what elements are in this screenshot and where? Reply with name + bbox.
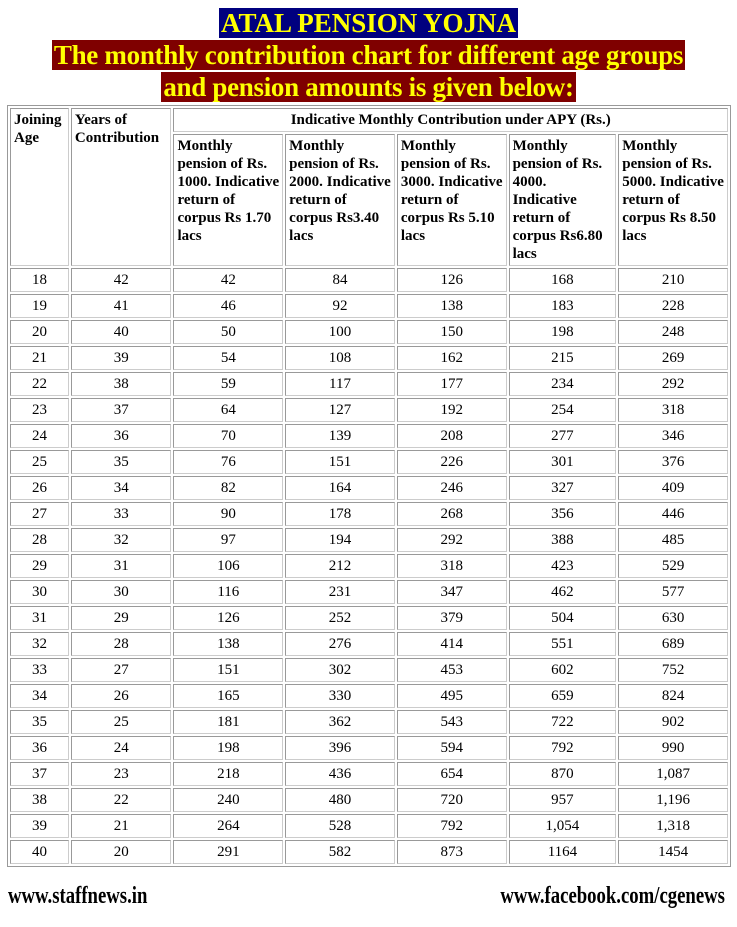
cell-pension-4000: 215 — [509, 346, 617, 370]
cell-pension-3000: 208 — [397, 424, 507, 448]
cell-pension-3000: 177 — [397, 372, 507, 396]
header-row-1 — [10, 108, 728, 132]
table-row — [10, 528, 728, 552]
cell-joining-age: 24 — [10, 424, 69, 448]
table-row — [10, 502, 728, 526]
cell-years: 39 — [71, 346, 172, 370]
cell-pension-3000: 873 — [397, 840, 507, 864]
cell-pension-3000: 192 — [397, 398, 507, 422]
cell-pension-4000: 870 — [509, 762, 617, 786]
cell-pension-1000: 138 — [173, 632, 283, 656]
cell-pension-1000: 291 — [173, 840, 283, 864]
cell-pension-3000: 453 — [397, 658, 507, 682]
header-pension-2000: Monthly pension of Rs. 2000. Indicative return of corpus Rs3.40 lacs — [285, 134, 395, 266]
cell-joining-age: 26 — [10, 476, 69, 500]
cell-joining-age: 23 — [10, 398, 69, 422]
cell-joining-age: 33 — [10, 658, 69, 682]
cell-pension-2000: 528 — [285, 814, 395, 838]
cell-years: 22 — [71, 788, 172, 812]
cell-pension-1000: 116 — [173, 580, 283, 604]
cell-pension-2000: 178 — [285, 502, 395, 526]
cell-pension-4000: 327 — [509, 476, 617, 500]
cell-pension-3000: 414 — [397, 632, 507, 656]
cell-pension-2000: 231 — [285, 580, 395, 604]
cell-joining-age: 37 — [10, 762, 69, 786]
cell-years: 27 — [71, 658, 172, 682]
subtitle-line-2-text: and pension amounts is given below: — [163, 72, 574, 102]
cell-joining-age: 38 — [10, 788, 69, 812]
cell-pension-3000: 318 — [397, 554, 507, 578]
cell-pension-4000: 234 — [509, 372, 617, 396]
cell-pension-2000: 100 — [285, 320, 395, 344]
cell-pension-5000: 1454 — [618, 840, 728, 864]
cell-years: 26 — [71, 684, 172, 708]
cell-pension-4000: 183 — [509, 294, 617, 318]
table-row — [10, 372, 728, 396]
cell-pension-5000: 1,318 — [618, 814, 728, 838]
cell-joining-age: 40 — [10, 840, 69, 864]
cell-years: 32 — [71, 528, 172, 552]
header-pension-3000: Monthly pension of Rs. 3000. Indicative return of corpus Rs 5.10 lacs — [397, 134, 507, 266]
cell-pension-2000: 92 — [285, 294, 395, 318]
header-indicative-contribution: Indicative Monthly Contribution under APY (Rs.) — [173, 108, 728, 132]
cell-pension-1000: 90 — [173, 502, 283, 526]
header-years-of-contribution: Years of Contribution — [71, 108, 172, 266]
subtitle-line-2 — [0, 72, 737, 102]
cell-pension-3000: 226 — [397, 450, 507, 474]
cell-pension-4000: 504 — [509, 606, 617, 630]
cell-years: 21 — [71, 814, 172, 838]
table-row — [10, 346, 728, 370]
cell-pension-4000: 356 — [509, 502, 617, 526]
cell-pension-1000: 54 — [173, 346, 283, 370]
table-row — [10, 476, 728, 500]
cell-pension-5000: 689 — [618, 632, 728, 656]
cell-pension-4000: 551 — [509, 632, 617, 656]
table-row — [10, 294, 728, 318]
cell-joining-age: 29 — [10, 554, 69, 578]
cell-pension-1000: 70 — [173, 424, 283, 448]
cell-years: 24 — [71, 736, 172, 760]
cell-years: 35 — [71, 450, 172, 474]
cell-pension-1000: 46 — [173, 294, 283, 318]
cell-pension-2000: 151 — [285, 450, 395, 474]
cell-pension-5000: 210 — [618, 268, 728, 292]
table-row — [10, 606, 728, 630]
cell-pension-4000: 423 — [509, 554, 617, 578]
subtitle-line-1-text: The monthly contribution chart for different age groups — [53, 40, 684, 70]
cell-pension-3000: 379 — [397, 606, 507, 630]
table-row — [10, 632, 728, 656]
cell-pension-2000: 582 — [285, 840, 395, 864]
table-row — [10, 450, 728, 474]
cell-pension-5000: 577 — [618, 580, 728, 604]
cell-pension-2000: 330 — [285, 684, 395, 708]
cell-pension-2000: 436 — [285, 762, 395, 786]
cell-pension-1000: 64 — [173, 398, 283, 422]
cell-pension-2000: 212 — [285, 554, 395, 578]
cell-pension-3000: 292 — [397, 528, 507, 552]
cell-pension-4000: 602 — [509, 658, 617, 682]
cell-pension-2000: 164 — [285, 476, 395, 500]
cell-years: 28 — [71, 632, 172, 656]
table-row — [10, 762, 728, 786]
cell-pension-3000: 720 — [397, 788, 507, 812]
cell-pension-2000: 194 — [285, 528, 395, 552]
contribution-table — [7, 105, 731, 867]
cell-pension-4000: 198 — [509, 320, 617, 344]
cell-joining-age: 30 — [10, 580, 69, 604]
cell-pension-1000: 42 — [173, 268, 283, 292]
cell-joining-age: 25 — [10, 450, 69, 474]
footer-facebook: www.facebook.com/cgenews — [500, 883, 725, 909]
cell-pension-4000: 254 — [509, 398, 617, 422]
table-row — [10, 268, 728, 292]
cell-pension-4000: 462 — [509, 580, 617, 604]
table-row — [10, 788, 728, 812]
cell-pension-2000: 396 — [285, 736, 395, 760]
cell-years: 38 — [71, 372, 172, 396]
cell-joining-age: 35 — [10, 710, 69, 734]
subtitle-line-1 — [0, 40, 737, 70]
cell-pension-5000: 446 — [618, 502, 728, 526]
cell-pension-5000: 248 — [618, 320, 728, 344]
cell-pension-2000: 127 — [285, 398, 395, 422]
table-row — [10, 840, 728, 864]
cell-pension-5000: 1,196 — [618, 788, 728, 812]
cell-pension-4000: 659 — [509, 684, 617, 708]
cell-pension-4000: 1164 — [509, 840, 617, 864]
cell-pension-2000: 252 — [285, 606, 395, 630]
cell-pension-4000: 722 — [509, 710, 617, 734]
cell-pension-1000: 59 — [173, 372, 283, 396]
cell-pension-1000: 126 — [173, 606, 283, 630]
main-title — [0, 8, 737, 38]
table-row — [10, 580, 728, 604]
cell-pension-5000: 529 — [618, 554, 728, 578]
cell-pension-3000: 246 — [397, 476, 507, 500]
cell-pension-5000: 990 — [618, 736, 728, 760]
cell-joining-age: 34 — [10, 684, 69, 708]
cell-years: 25 — [71, 710, 172, 734]
cell-pension-1000: 76 — [173, 450, 283, 474]
cell-joining-age: 27 — [10, 502, 69, 526]
table-row — [10, 424, 728, 448]
cell-pension-3000: 347 — [397, 580, 507, 604]
cell-joining-age: 28 — [10, 528, 69, 552]
table-row — [10, 736, 728, 760]
cell-pension-1000: 218 — [173, 762, 283, 786]
cell-pension-5000: 409 — [618, 476, 728, 500]
cell-pension-4000: 388 — [509, 528, 617, 552]
cell-pension-1000: 240 — [173, 788, 283, 812]
cell-pension-4000: 277 — [509, 424, 617, 448]
cell-pension-4000: 301 — [509, 450, 617, 474]
cell-pension-1000: 151 — [173, 658, 283, 682]
cell-joining-age: 39 — [10, 814, 69, 838]
cell-pension-3000: 126 — [397, 268, 507, 292]
cell-pension-3000: 495 — [397, 684, 507, 708]
main-title-text: ATAL PENSION YOJNA — [220, 8, 517, 38]
cell-years: 31 — [71, 554, 172, 578]
table-row — [10, 320, 728, 344]
cell-pension-2000: 117 — [285, 372, 395, 396]
cell-years: 40 — [71, 320, 172, 344]
table-row — [10, 554, 728, 578]
header-pension-4000: Monthly pension of Rs. 4000. Indicative return of corpus Rs6.80 lacs — [509, 134, 617, 266]
cell-pension-5000: 752 — [618, 658, 728, 682]
cell-years: 42 — [71, 268, 172, 292]
cell-pension-1000: 82 — [173, 476, 283, 500]
table-row — [10, 658, 728, 682]
cell-pension-3000: 268 — [397, 502, 507, 526]
table-row — [10, 398, 728, 422]
cell-years: 33 — [71, 502, 172, 526]
cell-pension-2000: 480 — [285, 788, 395, 812]
cell-pension-5000: 346 — [618, 424, 728, 448]
cell-pension-1000: 181 — [173, 710, 283, 734]
cell-pension-3000: 594 — [397, 736, 507, 760]
cell-pension-5000: 376 — [618, 450, 728, 474]
cell-joining-age: 21 — [10, 346, 69, 370]
cell-pension-5000: 824 — [618, 684, 728, 708]
header-pension-5000: Monthly pension of Rs. 5000. Indicative return of corpus Rs 8.50 lacs — [618, 134, 728, 266]
cell-years: 37 — [71, 398, 172, 422]
cell-pension-3000: 162 — [397, 346, 507, 370]
cell-pension-5000: 269 — [618, 346, 728, 370]
cell-years: 34 — [71, 476, 172, 500]
header-joining-age: Joining Age — [10, 108, 69, 266]
cell-joining-age: 31 — [10, 606, 69, 630]
cell-pension-2000: 302 — [285, 658, 395, 682]
header-pension-1000: Monthly pension of Rs. 1000. Indicative return of corpus Rs 1.70 lacs — [173, 134, 283, 266]
cell-pension-2000: 139 — [285, 424, 395, 448]
cell-pension-4000: 168 — [509, 268, 617, 292]
cell-pension-2000: 362 — [285, 710, 395, 734]
cell-pension-1000: 264 — [173, 814, 283, 838]
cell-pension-3000: 150 — [397, 320, 507, 344]
cell-years: 41 — [71, 294, 172, 318]
cell-joining-age: 18 — [10, 268, 69, 292]
table-body — [10, 268, 728, 864]
cell-pension-5000: 292 — [618, 372, 728, 396]
cell-pension-4000: 1,054 — [509, 814, 617, 838]
cell-years: 36 — [71, 424, 172, 448]
cell-pension-5000: 228 — [618, 294, 728, 318]
cell-joining-age: 32 — [10, 632, 69, 656]
table-row — [10, 684, 728, 708]
cell-joining-age: 19 — [10, 294, 69, 318]
cell-pension-2000: 276 — [285, 632, 395, 656]
cell-years: 30 — [71, 580, 172, 604]
cell-pension-1000: 106 — [173, 554, 283, 578]
cell-pension-3000: 792 — [397, 814, 507, 838]
cell-pension-3000: 138 — [397, 294, 507, 318]
cell-pension-5000: 485 — [618, 528, 728, 552]
cell-pension-3000: 654 — [397, 762, 507, 786]
table-row — [10, 710, 728, 734]
cell-pension-1000: 165 — [173, 684, 283, 708]
cell-pension-5000: 630 — [618, 606, 728, 630]
cell-pension-4000: 957 — [509, 788, 617, 812]
cell-pension-2000: 108 — [285, 346, 395, 370]
cell-pension-5000: 318 — [618, 398, 728, 422]
footer-website: www.staffnews.in — [8, 883, 148, 909]
cell-pension-1000: 198 — [173, 736, 283, 760]
cell-years: 20 — [71, 840, 172, 864]
cell-joining-age: 22 — [10, 372, 69, 396]
cell-pension-5000: 1,087 — [618, 762, 728, 786]
cell-joining-age: 20 — [10, 320, 69, 344]
cell-pension-4000: 792 — [509, 736, 617, 760]
cell-joining-age: 36 — [10, 736, 69, 760]
cell-pension-3000: 543 — [397, 710, 507, 734]
cell-years: 23 — [71, 762, 172, 786]
cell-pension-2000: 84 — [285, 268, 395, 292]
cell-pension-1000: 97 — [173, 528, 283, 552]
cell-pension-5000: 902 — [618, 710, 728, 734]
cell-pension-1000: 50 — [173, 320, 283, 344]
cell-years: 29 — [71, 606, 172, 630]
table-row — [10, 814, 728, 838]
